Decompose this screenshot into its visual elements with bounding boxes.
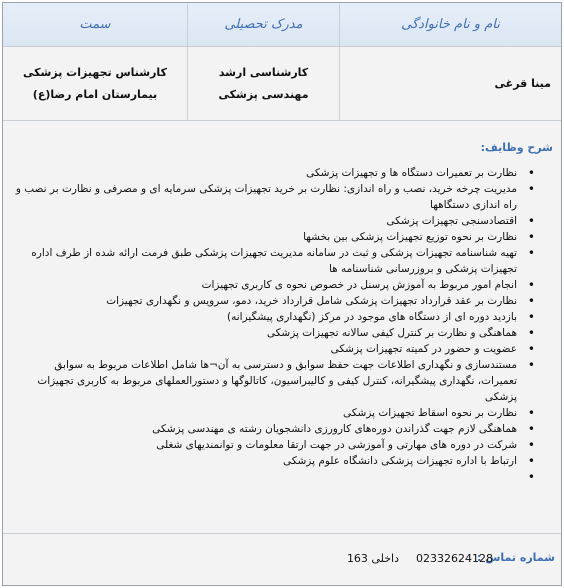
list-item: • اقتصادسنجی تجهیزات پزشکی (13, 213, 535, 229)
list-item: • تهیه شناسنامه تجهیزات پزشکی و ثبت در سامانه مدیریت تجهیزات پزشکی طبق فرمت ارائه شده از طرف اداره تجهیزات پزشکی و بروزرسانی شناسنامه ها (13, 245, 535, 277)
list-item: • نظارت بر عقد قرارداد تجهیزات پزشکی شامل قرارداد خرید، دمو، سرویس و نگهداری تجهیزات (13, 293, 535, 309)
list-item: • مدیریت چرخه خرید، نصب و راه اندازی: نظارت بر خرید تجهیزات پزشکی سرمایه ای و مصرفی و نظارت بر نصب و راه اندازی دستگاهها (13, 181, 535, 213)
duties-title: شرح وظایف: (480, 141, 553, 154)
list-item: • هماهنگی و نظارت بر کنترل کیفی سالانه تجهیزات پزشکی (13, 325, 535, 341)
table-header-row (3, 3, 561, 47)
table-body-row (3, 47, 561, 121)
person-name (339, 47, 561, 120)
list-item: • ارتباط با اداره تجهیزات پزشکی دانشگاه علوم پزشکی (13, 453, 535, 469)
list-item: • عضویت و حضور در کمیته تجهیزات پزشکی (13, 341, 535, 357)
contact-row (3, 533, 561, 585)
person-name-text: مینا قرغی (494, 76, 551, 90)
person-degree (187, 47, 339, 120)
phone-number: 02332624128 (416, 552, 493, 565)
duties-section (3, 121, 561, 533)
list-item-empty (13, 469, 535, 485)
list-item: • نظارت بر نحوه اسقاط تجهیزات پزشکی (13, 405, 535, 421)
header-position: سمت (3, 3, 187, 46)
person-position-text: کارشناس تجهیزات پزشکی بیمارستان امام رضا(ع) (23, 65, 167, 101)
profile-card (2, 2, 562, 586)
degree-line-1: کارشناسی ارشد (218, 65, 309, 79)
list-item: • مستندسازی و نگهداری اطلاعات جهت حفظ سوابق و دسترسی به آن¬ها شامل اطلاعات مربوط به سوابق تعمیرات، نگهداری پیشگیرانه، کنترل کیفی و کالیبراسیون، کاتالوگها و دستورالعملهای مربوط به کاربری تجهیزات پزشکی (13, 357, 535, 405)
list-item: • هماهنگی لازم جهت گذراندن دوره‌های کارورزی دانشجویان رشته ی مهندسی پزشکی (13, 421, 535, 437)
list-item: • بازدید دوره ای از دستگاه های موجود در مرکز (نگهداری پیشگیرانه) (13, 309, 535, 325)
header-degree: مدرک تحصیلی (187, 3, 339, 46)
contact-label: شماره تماس : (476, 551, 555, 564)
duties-list (13, 165, 535, 485)
header-name: نام و نام خانوادگی (339, 3, 561, 46)
list-item: • انجام امور مربوط به آموزش پرسنل در خصوص نحوه ی کاربری تجهیزات (13, 277, 535, 293)
phone-extension: داخلی 163 (346, 552, 399, 565)
person-position (3, 47, 187, 120)
list-item: • نظارت بر نحوه توزیع تجهیزات پزشکی بین بخشها (13, 229, 535, 245)
list-item: • نظارت بر تعمیرات دستگاه ها و تجهیزات پزشکی (13, 165, 535, 181)
degree-line-2: مهندسی پزشکی (218, 87, 309, 101)
list-item: • شرکت در دوره های مهارتی و آموزشی در جهت ارتقا معلومات و توانمندیهای شغلی (13, 437, 535, 453)
